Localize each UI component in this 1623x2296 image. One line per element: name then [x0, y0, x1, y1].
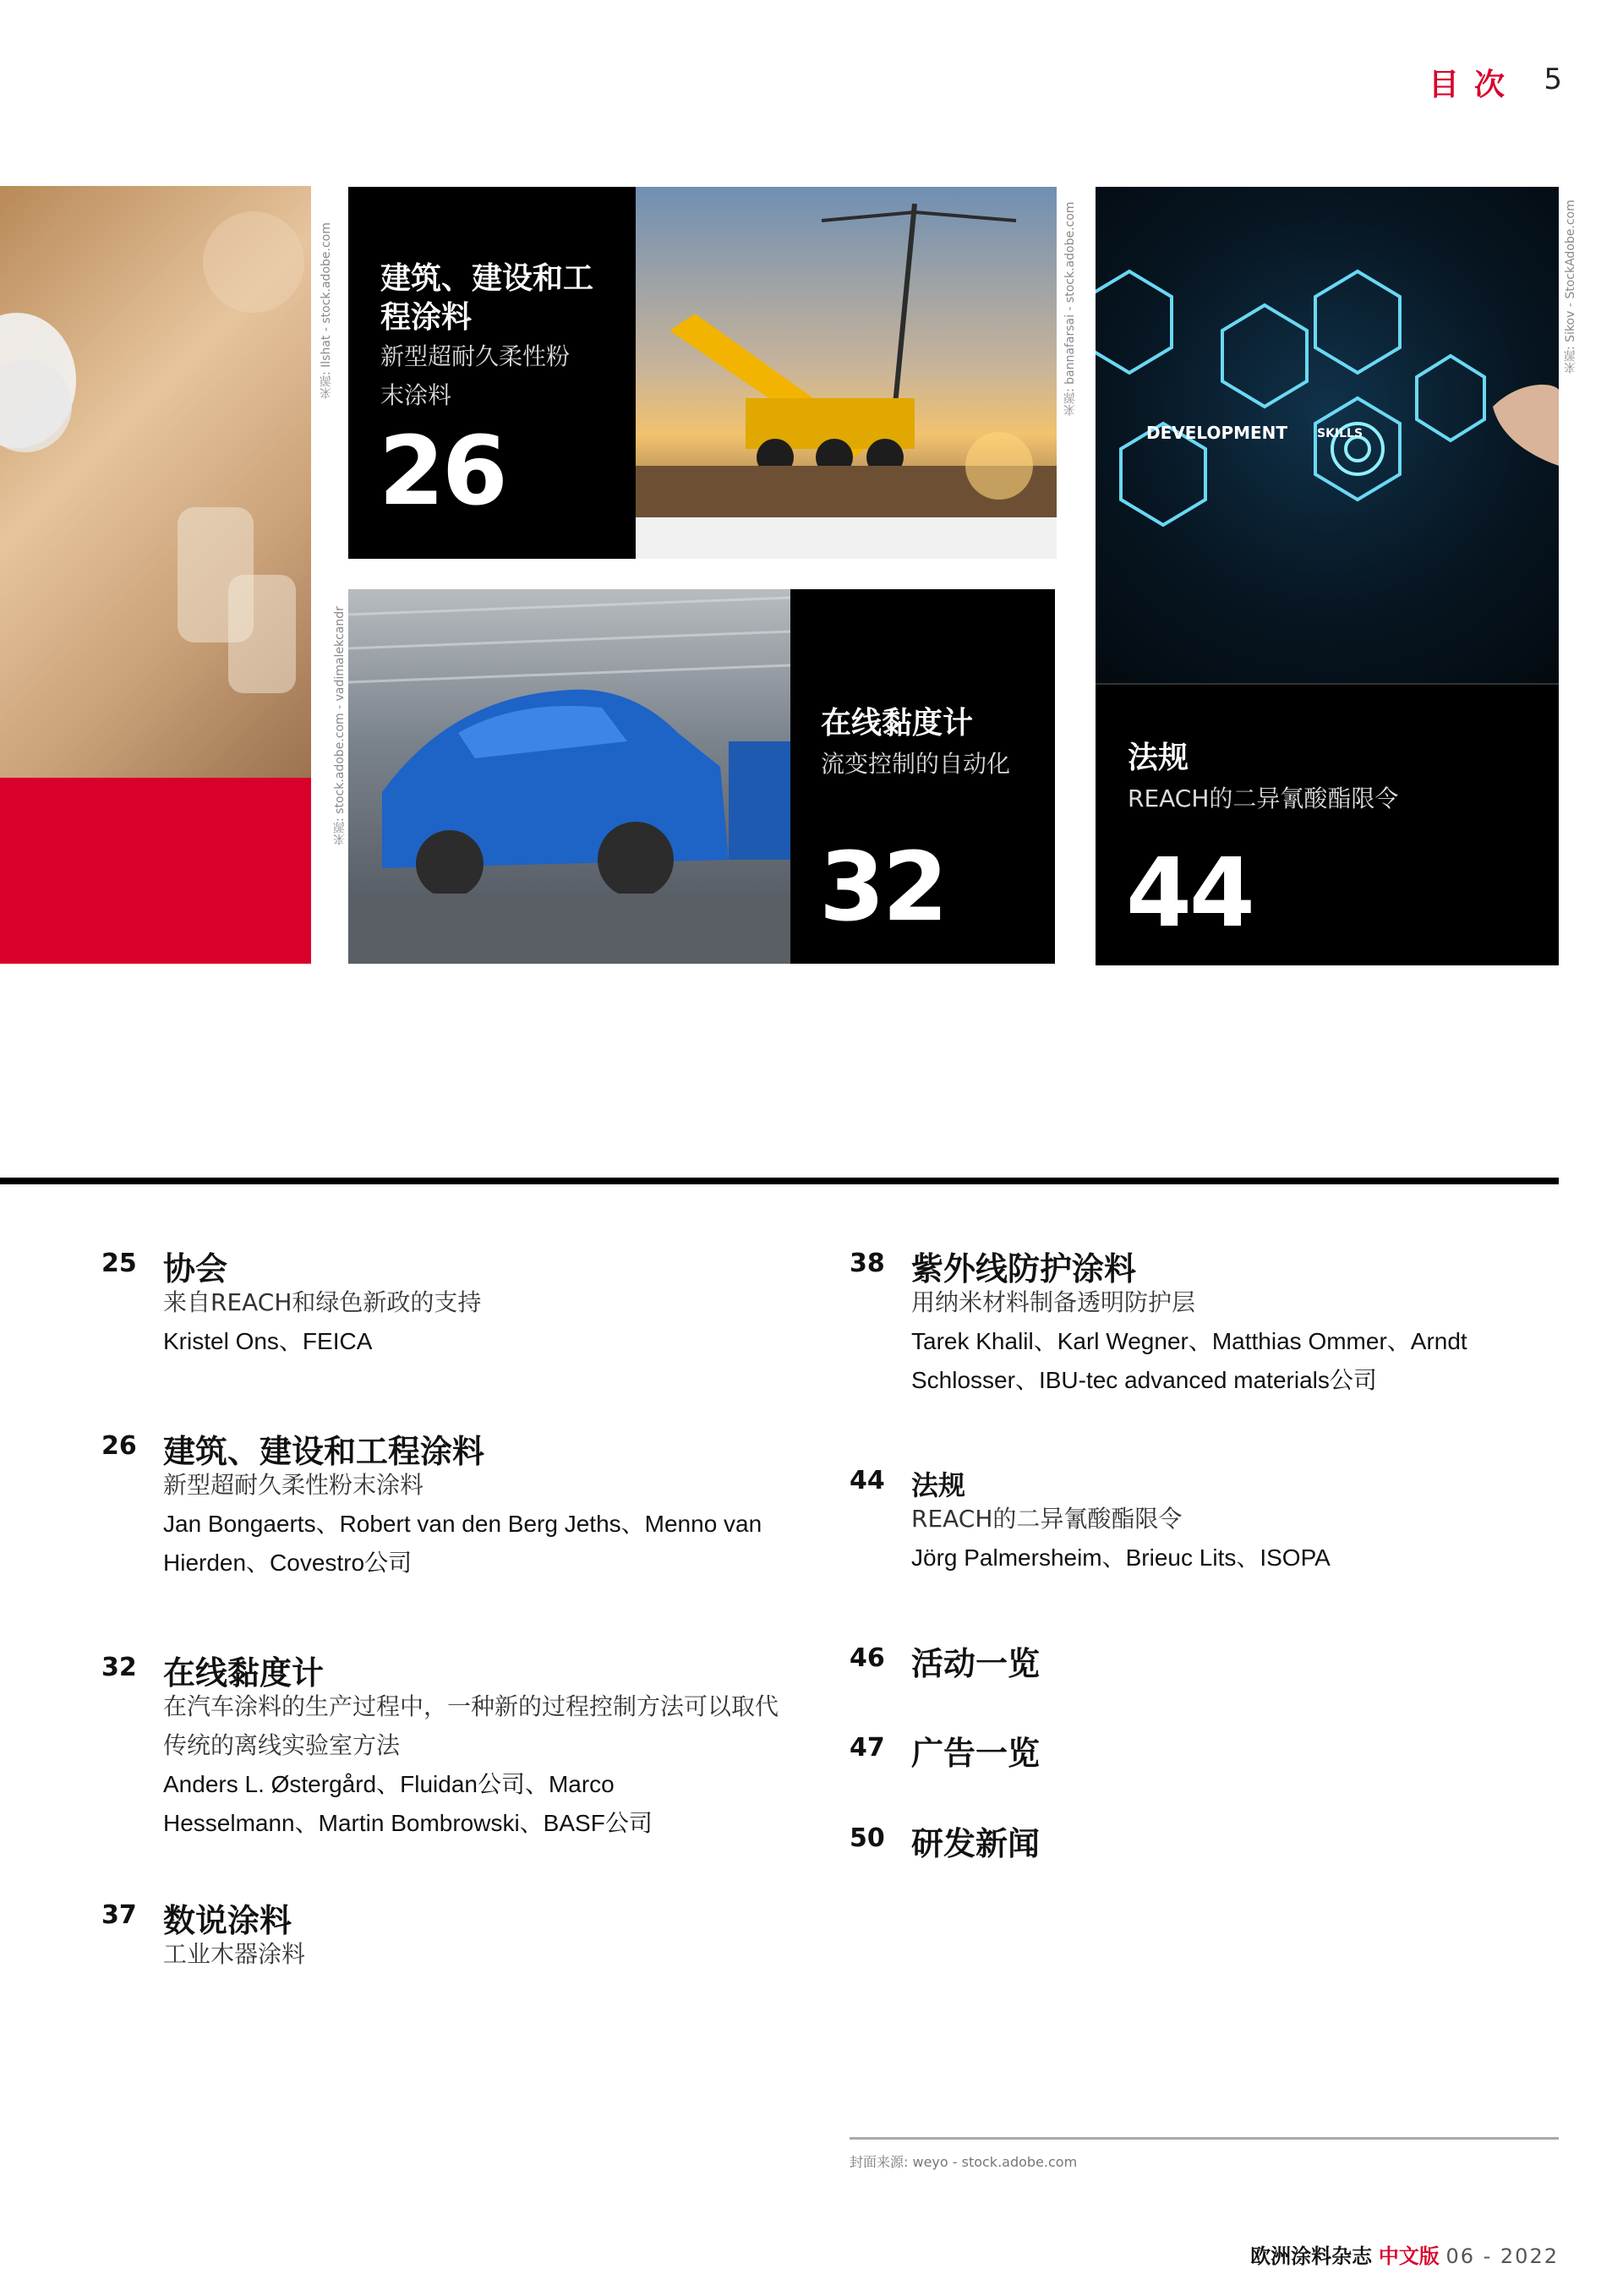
tile-subtitle: REACH的二异氰酸酯限令: [1128, 784, 1399, 812]
toc-subtitle: 在汽车涂料的生产过程中，一种新的过程控制方法可以取代 传统的离线实验室方法: [163, 1692, 779, 1759]
photo-credit-3: 来源: Sikov - StockAdobe.com: [1564, 200, 1577, 374]
toc-authors: Jörg Palmersheim、Brieuc Lits、ISOPA: [911, 1544, 1331, 1571]
toc-page-number: 37: [101, 1900, 137, 1930]
toc-page-number: 44: [850, 1466, 885, 1495]
tile-subtitle: 流变控制的自动化: [821, 750, 1011, 778]
toc-page-number: 50: [850, 1823, 885, 1853]
magazine-name: 欧洲涂料杂志: [1250, 2244, 1373, 2268]
red-accent-band: [0, 778, 311, 964]
toc-title: 建筑、建设和工程涂料: [163, 1433, 485, 1470]
photo-credit-1: 来源: Ilshat - stock.adobe.com: [320, 222, 333, 399]
tile-page-number: 44: [1126, 839, 1253, 948]
tile-page-number: 32: [819, 833, 946, 943]
crane-photo: [636, 187, 1057, 517]
tile-title: 法规: [1128, 741, 1189, 775]
toc-title: 活动一览: [911, 1645, 1041, 1682]
toc-authors: Tarek Khalil、Karl Wegner、Matthias Ommer、Arndt Schlosser、IBU-tec advanced materials公司: [911, 1328, 1467, 1393]
section-title: 目次: [1428, 68, 1520, 102]
tile-title: 建筑、建设和工 程涂料: [380, 261, 594, 335]
toc-page-number: 46: [850, 1643, 885, 1673]
cover-credit: 封面来源: weyo - stock.adobe.com: [850, 2154, 1078, 2170]
toc-authors: Jan Bongaerts、Robert van den Berg Jeths、Menno van Hierden、Covestro公司: [163, 1511, 762, 1576]
toc-authors: Anders L. Østergård、Fluidan公司、Marco Hesselmann、Martin Bombrowski、BASF公司: [163, 1771, 653, 1836]
toc-subtitle: 来自REACH和绿色新政的支持: [163, 1288, 482, 1316]
development-label: DEVELOPMENT: [1146, 423, 1288, 443]
toc-title: 研发新闻: [911, 1825, 1041, 1862]
footer: [1250, 2239, 1559, 2269]
tile-page-number: 26: [379, 417, 505, 527]
tile-architecture[interactable]: [348, 187, 636, 559]
toc-title: 在线黏度计: [163, 1654, 325, 1692]
page-number: 5: [1544, 63, 1562, 96]
credit-divider: [850, 2137, 1559, 2140]
toc-page-number: 26: [101, 1431, 137, 1461]
photo-credit-4: 来源: stock.adobe.com - vadimalekcandr: [333, 606, 347, 845]
tile-title: 在线黏度计: [821, 706, 974, 741]
toc-title: 紫外线防护涂料: [911, 1250, 1137, 1287]
toc-subtitle: 新型超耐久柔性粉末涂料: [163, 1471, 424, 1499]
section-divider: [0, 1178, 1559, 1184]
toc-title: 法规: [911, 1469, 966, 1501]
tile-regulation[interactable]: [1096, 683, 1559, 965]
toc-title: 广告一览: [911, 1735, 1041, 1772]
tile-viscometer[interactable]: [790, 589, 1055, 964]
development-hexagon-photo: [1096, 187, 1559, 683]
toc-page-number: 38: [850, 1249, 885, 1278]
toc-subtitle: 用纳米材料制备透明防护层: [911, 1288, 1196, 1316]
toc-page-number: 47: [850, 1733, 885, 1763]
toc-subtitle: REACH的二异氰酸酯限令: [911, 1505, 1183, 1533]
cover-photo-crop: [0, 186, 311, 778]
toc-subtitle: 工业木器涂料: [163, 1940, 306, 1968]
photo-credit-2: 来源: bannafarsai - stock.adobe.com: [1063, 201, 1077, 416]
edition-label: 中文版: [1378, 2244, 1440, 2268]
tile-bottom-strip: [636, 517, 1057, 559]
skills-label: SKILLS: [1317, 427, 1363, 440]
tile-subtitle: 新型超耐久柔性粉 末涂料: [380, 342, 571, 409]
toc-title: 数说涂料: [163, 1902, 292, 1939]
toc-authors: Kristel Ons、FEICA: [163, 1328, 373, 1354]
car-body-photo: [348, 589, 790, 964]
toc-page-number: 32: [101, 1653, 137, 1682]
issue-label: 06 - 2022: [1445, 2244, 1559, 2268]
toc-title: 协会: [163, 1250, 228, 1287]
toc-page-number: 25: [101, 1249, 137, 1278]
